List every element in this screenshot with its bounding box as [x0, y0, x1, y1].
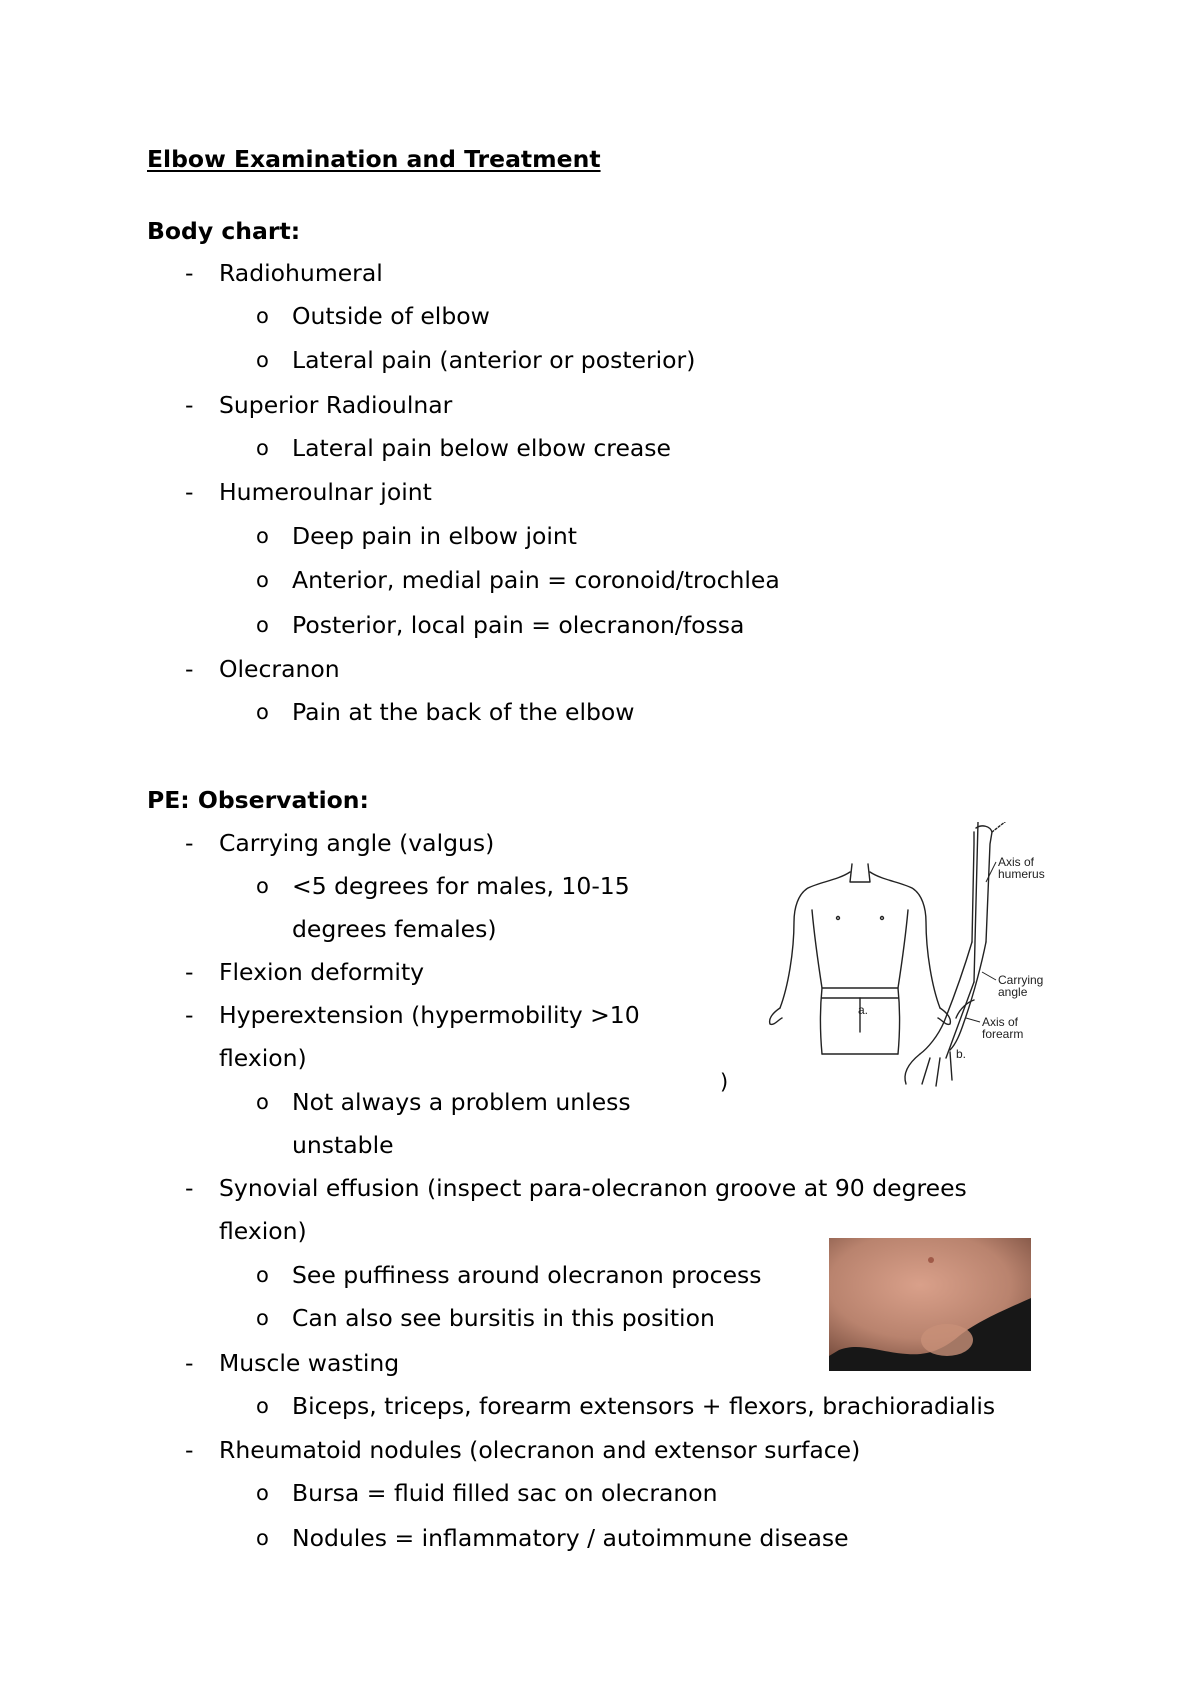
bullet-dash: - [185, 1436, 194, 1464]
sub-list-item: Posterior, local pain = olecranon/fossa [292, 611, 745, 639]
sub-list-item: Lateral pain below elbow crease [292, 434, 672, 462]
list-item: Rheumatoid nodules (olecranon and extensor surface) [219, 1436, 861, 1464]
list-item: Superior Radioulnar [219, 391, 453, 419]
bullet-circle: o [256, 568, 269, 592]
list-item: Synovial effusion (inspect para-olecranon groove at 90 degrees [219, 1174, 967, 1202]
list-item: Radiohumeral [219, 259, 383, 287]
sub-list-item: Pain at the back of the elbow [292, 698, 635, 726]
bullet-circle: o [256, 613, 269, 637]
bullet-dash: - [185, 1174, 194, 1202]
list-item: Flexion deformity [219, 958, 425, 986]
bullet-circle: o [256, 348, 269, 372]
bullet-circle: o [256, 1306, 269, 1330]
sub-list-item: Bursa = fluid filled sac on olecranon [292, 1479, 718, 1507]
list-item-continued: flexion) [219, 1044, 307, 1072]
arm-figure [905, 822, 992, 1086]
bullet-circle: o [256, 1526, 269, 1550]
bullet-circle: o [256, 436, 269, 460]
bullet-dash: - [185, 1349, 194, 1377]
sub-list-item: See puffiness around olecranon process [292, 1261, 762, 1289]
list-item: Muscle wasting [219, 1349, 400, 1377]
sub-list-item: Can also see bursitis in this position [292, 1304, 715, 1332]
sub-list-item: Nodules = inflammatory / autoimmune disease [292, 1524, 849, 1552]
bullet-circle: o [256, 1263, 269, 1287]
sub-list-item: <5 degrees for males, 10-15 [292, 872, 630, 900]
sub-list-item: Not always a problem unless [292, 1088, 631, 1116]
label-axis-humerus-line2: humerus [998, 867, 1045, 881]
label-carrying-angle-line2: angle [998, 985, 1028, 999]
sub-list-item: Deep pain in elbow joint [292, 522, 578, 550]
label-axis-forearm-line2: forearm [982, 1027, 1024, 1041]
sub-list-item: Biceps, triceps, forearm extensors + flexors, brachioradialis [292, 1392, 996, 1420]
bullet-dash: - [185, 958, 194, 986]
sub-list-item: Anterior, medial pain = coronoid/trochlea [292, 566, 780, 594]
bullet-circle: o [256, 1394, 269, 1418]
bullet-circle: o [256, 304, 269, 328]
torso-figure [770, 864, 951, 1054]
list-item: Olecranon [219, 655, 340, 683]
list-item: Carrying angle (valgus) [219, 829, 495, 857]
list-item-continued: flexion) [219, 1217, 307, 1245]
label-b: b. [956, 1047, 967, 1061]
bullet-dash: - [185, 655, 194, 683]
sub-list-item-continued: unstable [292, 1131, 394, 1159]
sub-list-item-continued: degrees females) [292, 915, 497, 943]
label-carrying-angle-line1: Carrying [998, 973, 1044, 987]
sub-list-item: Lateral pain (anterior or posterior) [292, 346, 696, 374]
label-axis-forearm-line1: Axis of [982, 1015, 1019, 1029]
bullet-circle: o [256, 1481, 269, 1505]
document-title: Elbow Examination and Treatment [147, 145, 601, 173]
label-a: a. [858, 1003, 869, 1017]
sub-list-item: Outside of elbow [292, 302, 490, 330]
bullet-circle: o [256, 700, 269, 724]
carrying-angle-illustration [760, 822, 1070, 1092]
list-item: Humeroulnar joint [219, 478, 432, 506]
bullet-circle: o [256, 1090, 269, 1114]
bullet-circle: o [256, 524, 269, 548]
bullet-dash: - [185, 1001, 194, 1029]
bullet-circle: o [256, 874, 269, 898]
stray-parenthesis: ) [720, 1070, 729, 1094]
bullet-dash: - [185, 391, 194, 419]
section-heading-observation: PE: Observation: [147, 786, 369, 814]
list-item: Hyperextension (hypermobility >10 [219, 1001, 640, 1029]
bullet-dash: - [185, 478, 194, 506]
label-axis-humerus-line1: Axis of [998, 855, 1035, 869]
bullet-dash: - [185, 259, 194, 287]
elbow-photo [829, 1238, 1031, 1371]
bullet-dash: - [185, 829, 194, 857]
section-heading-body-chart: Body chart: [147, 217, 301, 245]
